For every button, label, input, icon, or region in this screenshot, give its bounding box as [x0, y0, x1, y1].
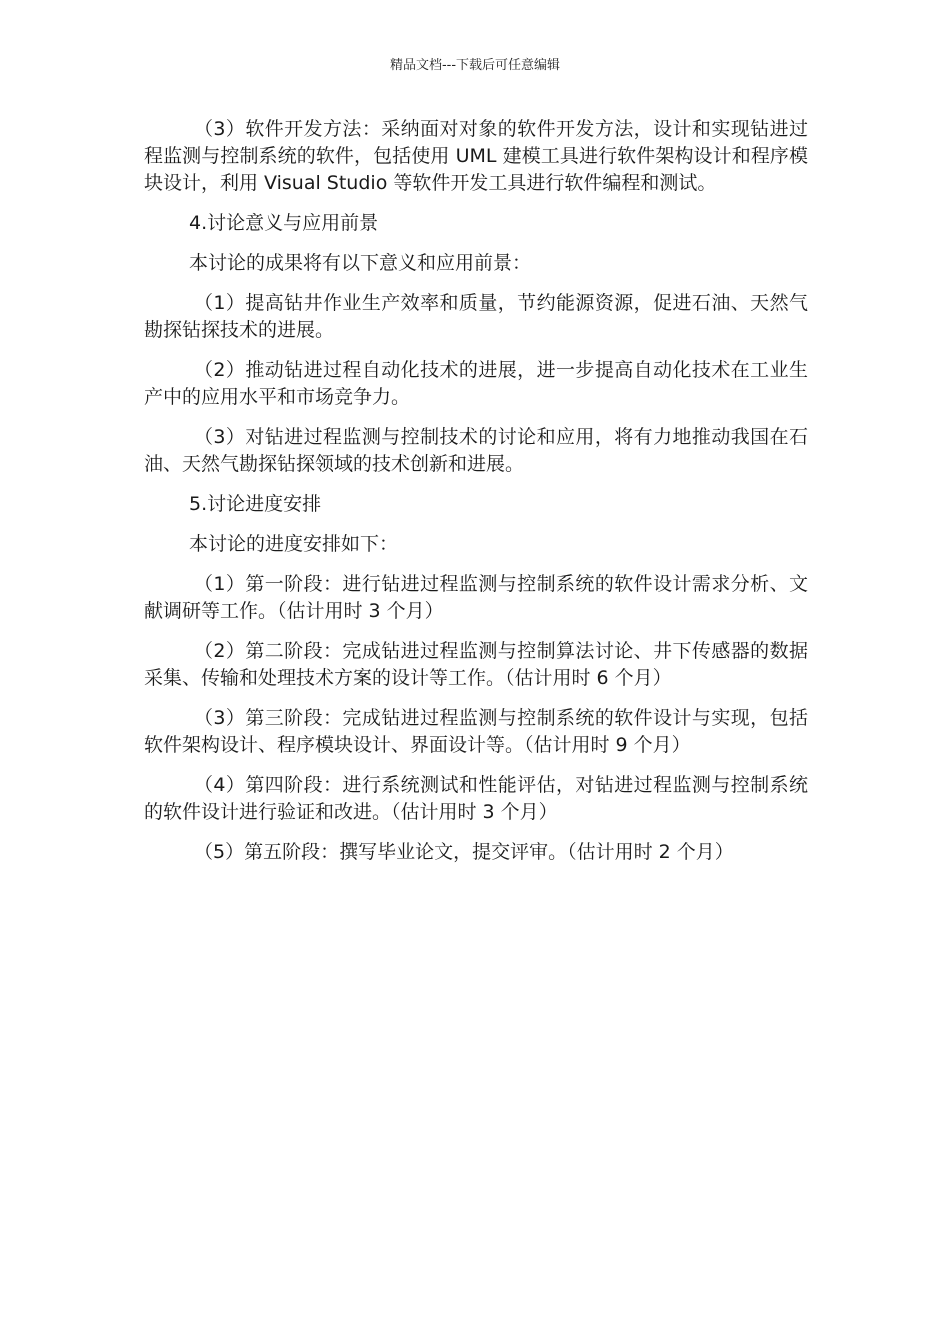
list-item-stage-5: （5）第五阶段：撰写毕业论文，提交评审。（估计用时 2 个月）	[194, 841, 734, 863]
page-header: 精品文档---下载后可任意编辑	[389, 58, 561, 73]
paragraph-software-method: （3）软件开发方法：采纳面对对象的软件开发方法，设计和实现钻进过程监测与控制系统的软件，包括使用 UML 建模工具进行软件架构设计和程序模块设计，利用 Visual Studio 等软件开发工具进行软件编程和测试。	[144, 118, 808, 194]
list-item-significance-3: （3）对钻进过程监测与控制技术的讨论和应用，将有力地推动我国在石油、天然气勘探钻探领域的技术创新和进展。	[144, 426, 808, 475]
paragraph-significance-intro: 本讨论的成果将有以下意义和应用前景：	[189, 252, 532, 274]
list-item-significance-2: （2）推动钻进过程自动化技术的进展，进一步提高自动化技术在工业生产中的应用水平和市场竞争力。	[144, 359, 808, 408]
list-item-stage-3: （3）第三阶段：完成钻进过程监测与控制系统的软件设计与实现，包括软件架构设计、程序模块设计、界面设计等。（估计用时 9 个月）	[144, 707, 808, 756]
section-heading-significance: 4.讨论意义与应用前景	[189, 212, 379, 234]
list-item-stage-4: （4）第四阶段：进行系统测试和性能评估，对钻进过程监测与控制系统的软件设计进行验证和改进。（估计用时 3 个月）	[144, 774, 808, 823]
list-item-significance-1: （1）提高钻井作业生产效率和质量，节约能源资源，促进石油、天然气勘探钻探技术的进展。	[144, 292, 808, 341]
list-item-stage-2: （2）第二阶段：完成钻进过程监测与控制算法讨论、井下传感器的数据采集、传输和处理技术方案的设计等工作。（估计用时 6 个月）	[144, 640, 808, 689]
document-body	[144, 116, 808, 879]
section-heading-schedule: 5.讨论进度安排	[189, 493, 322, 515]
paragraph-schedule-intro: 本讨论的进度安排如下：	[189, 533, 399, 555]
list-item-stage-1: （1）第一阶段：进行钻进过程监测与控制系统的软件设计需求分析、文献调研等工作。（估计用时 3 个月）	[144, 573, 808, 622]
